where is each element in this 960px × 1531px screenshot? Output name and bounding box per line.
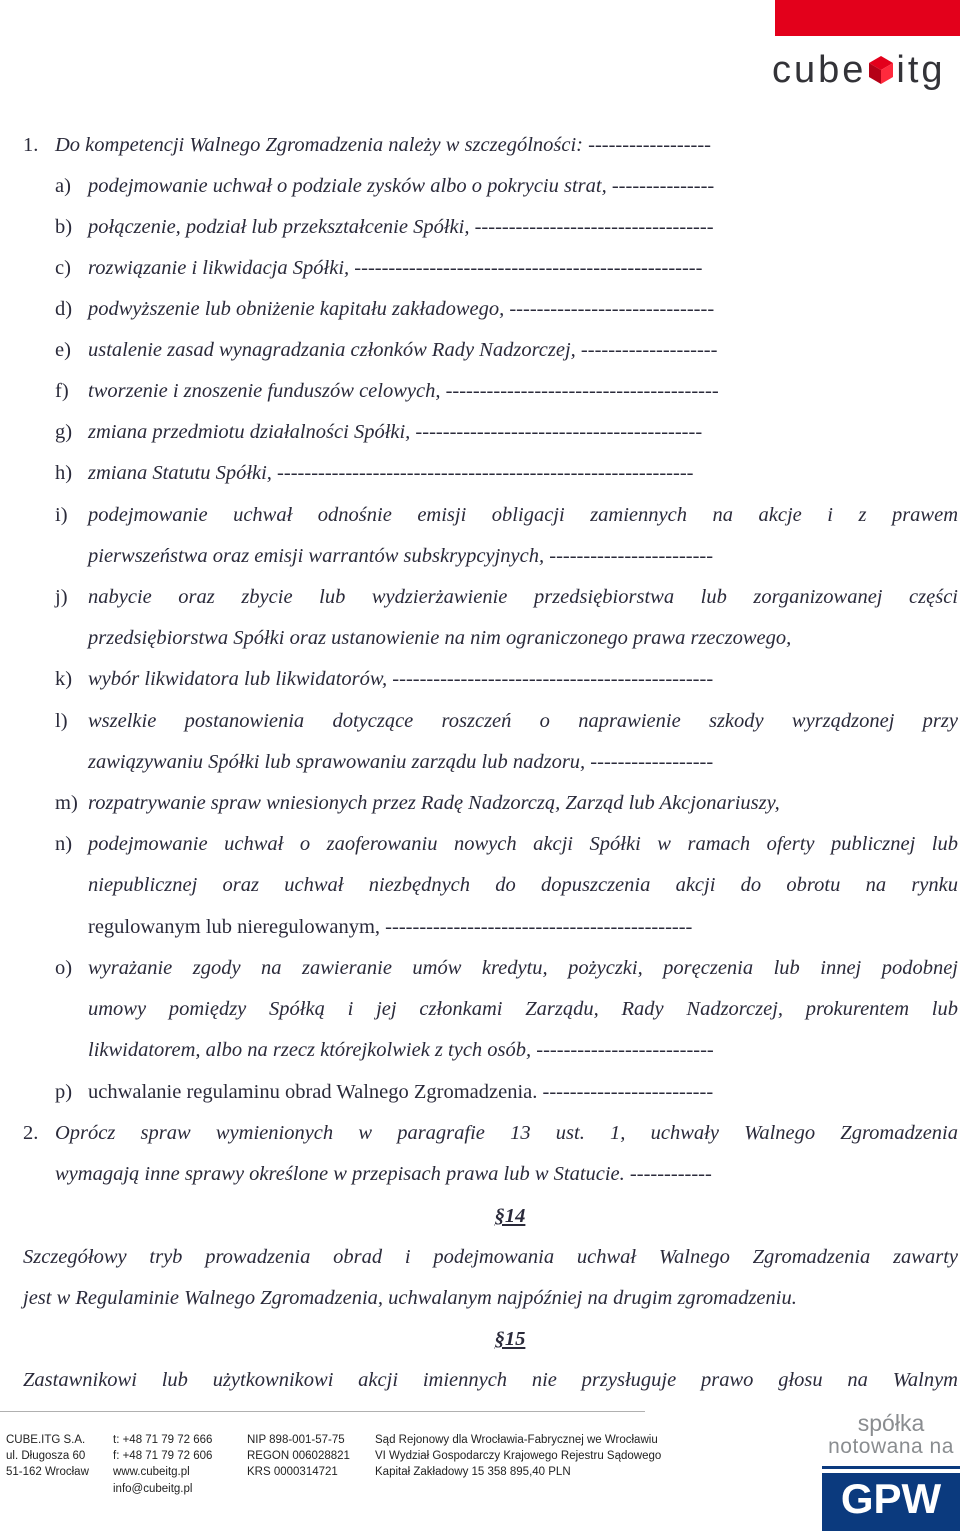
list-item: wszelkie postanowienia dotyczące roszczeń o naprawienie szkody wyrządzonej przy — [88, 710, 958, 732]
gpw-badge-caption — [822, 1411, 960, 1463]
list-item: podejmowanie uchwał odnośnie emisji obligacji zamiennych na akcje i z prawem — [88, 504, 958, 526]
list-letter: e) — [55, 339, 71, 361]
footer-company-address — [6, 1432, 89, 1481]
footer-share-capital: Kapitał Zakładowy 15 358 895,40 PLN — [375, 1466, 571, 1479]
brand-red-block — [775, 0, 960, 36]
footer-divider — [0, 1411, 645, 1412]
gpw-stripe — [822, 1469, 960, 1473]
list-letter: m) — [55, 792, 78, 814]
footer-street: ul. Długosza 60 — [6, 1450, 86, 1463]
footer-phone: t: +48 71 79 72 666 — [113, 1434, 213, 1446]
section-heading: §14 — [494, 1205, 526, 1227]
list-letter: j) — [55, 586, 68, 608]
list-item-continuation: zawiązywaniu Spółki lub sprawowaniu zarządu lub nadzoru, ------------------ — [88, 751, 714, 773]
list-item: rozwiązanie i likwidacja Spółki, --------------------------------------------------- — [88, 257, 703, 279]
list-item-continuation: wymagają inne sprawy określone w przepisach prawa lub w Statucie. ------------ — [55, 1163, 712, 1185]
list-letter: h) — [55, 462, 73, 484]
list-item: wybór likwidatora lub likwidatorów, ----------------------------------------------- — [88, 668, 714, 690]
gpw-badge-line2: notowana na — [828, 1435, 954, 1458]
list-item: połączenie, podział lub przekształcenie Spółki, ----------------------------------- — [88, 216, 714, 238]
section-paragraph: jest w Regulaminie Walnego Zgromadzenia, uchwalanym najpóźniej na drugim zgromadzeniu. — [23, 1287, 797, 1309]
list-item: ustalenie zasad wynagradzania członków Rady Nadzorczej, -------------------- — [88, 339, 718, 361]
footer-city: 51-162 Wrocław — [6, 1466, 89, 1479]
list-item-continuation: niepublicznej oraz uchwał niezbędnych do dopuszczenia akcji do obrotu na rynku — [88, 874, 958, 896]
list-letter: p) — [55, 1081, 73, 1103]
gpw-logo — [822, 1466, 960, 1531]
list-item: podwyższenie lub obniżenie kapitału zakładowego, ------------------------------ — [88, 298, 715, 320]
logo-text-right: itg — [896, 48, 946, 91]
gpw-badge-line1: spółka — [857, 1410, 925, 1436]
logo-text-left: cube — [772, 48, 867, 91]
footer-krs: KRS 0000314721 — [247, 1466, 338, 1479]
footer-court-division: VI Wydział Gospodarczy Krajowego Rejestru Sądowego — [375, 1450, 662, 1463]
list-letter: i) — [55, 504, 68, 526]
footer-company-name: CUBE.ITG S.A. — [6, 1434, 86, 1446]
list-letter: b) — [55, 216, 73, 238]
list-item-continuation: likwidatorem, albo na rzecz którejkolwiek z tych osób, -------------------------- — [88, 1039, 714, 1061]
list-letter: n) — [55, 833, 73, 855]
company-logo — [772, 50, 946, 90]
footer-regon: REGON 006028821 — [247, 1450, 350, 1463]
footer-court-info — [375, 1432, 661, 1481]
section-heading: §15 — [494, 1328, 526, 1350]
list-item: uchwalanie regulaminu obrad Walnego Zgromadzenia. ------------------------- — [88, 1081, 714, 1103]
list-item: podejmowanie uchwał o podziale zysków albo o pokryciu strat, --------------- — [88, 175, 715, 197]
list-item-continuation: umowy pomiędzy Spółką i jej członkami Zarządu, Rady Nadzorczej, prokurentem lub — [88, 998, 958, 1020]
footer-website-link[interactable]: www.cubeitg.pl — [113, 1466, 190, 1479]
footer-registry-ids — [247, 1432, 350, 1481]
gpw-logo-text: GPW — [840, 1475, 942, 1522]
list-item: rozpatrywanie spraw wniesionych przez Radę Nadzorczą, Zarząd lub Akcjonariuszy, — [88, 792, 780, 814]
list-item-continuation: przedsiębiorstwa Spółki oraz ustanowienie na nim ograniczonego prawa rzeczowego, — [88, 627, 792, 649]
list-number: 1. — [23, 134, 39, 156]
list-letter: o) — [55, 957, 73, 979]
list-item: zmiana przedmiotu działalności Spółki, ------------------------------------------ — [88, 421, 703, 443]
footer-nip: NIP 898-001-57-75 — [247, 1434, 345, 1446]
list-item: Do kompetencji Walnego Zgromadzenia należy w szczególności: ------------------ — [55, 134, 711, 156]
cube-icon — [868, 55, 894, 85]
list-number: 2. — [23, 1122, 39, 1144]
footer-contact — [113, 1432, 212, 1497]
list-item: nabycie oraz zbycie lub wydzierżawienie przedsiębiorstwa lub zorganizowanej części — [88, 586, 958, 608]
list-item: Oprócz spraw wymienionych w paragrafie 13 ust. 1, uchwały Walnego Zgromadzenia — [55, 1122, 958, 1144]
section-paragraph: Szczegółowy tryb prowadzenia obrad i podejmowania uchwał Walnego Zgromadzenia zawarty — [23, 1246, 958, 1268]
list-letter: f) — [55, 380, 69, 402]
list-item: tworzenie i znoszenie funduszów celowych, ---------------------------------------- — [88, 380, 719, 402]
list-letter: d) — [55, 298, 73, 320]
footer-fax: f: +48 71 79 72 606 — [113, 1450, 213, 1463]
list-letter: a) — [55, 175, 71, 197]
list-item-continuation: regulowanym lub nieregulowanym, --------------------------------------------- — [88, 916, 693, 938]
footer-court: Sąd Rejonowy dla Wrocławia-Fabrycznej we Wrocławiu — [375, 1434, 658, 1446]
footer-email-link[interactable]: info@cubeitg.pl — [113, 1482, 193, 1495]
list-letter: l) — [55, 710, 68, 732]
list-letter: g) — [55, 421, 73, 443]
list-item: podejmowanie uchwał o zaoferowaniu nowych akcji Spółki w ramach oferty publicznej lub — [88, 833, 958, 855]
list-item-continuation: pierwszeństwa oraz emisji warrantów subskrypcyjnych, ------------------------ — [88, 545, 714, 567]
list-letter: k) — [55, 668, 73, 690]
list-item: wyrażanie zgody na zawieranie umów kredytu, pożyczki, poręczenia lub innej podobnej — [88, 957, 958, 979]
list-item: zmiana Statutu Spółki, ------------------------------------------------------------- — [88, 462, 694, 484]
list-letter: c) — [55, 257, 71, 279]
section-paragraph: Zastawnikowi lub użytkownikowi akcji imiennych nie przysługuje prawo głosu na Walnym — [23, 1369, 958, 1391]
